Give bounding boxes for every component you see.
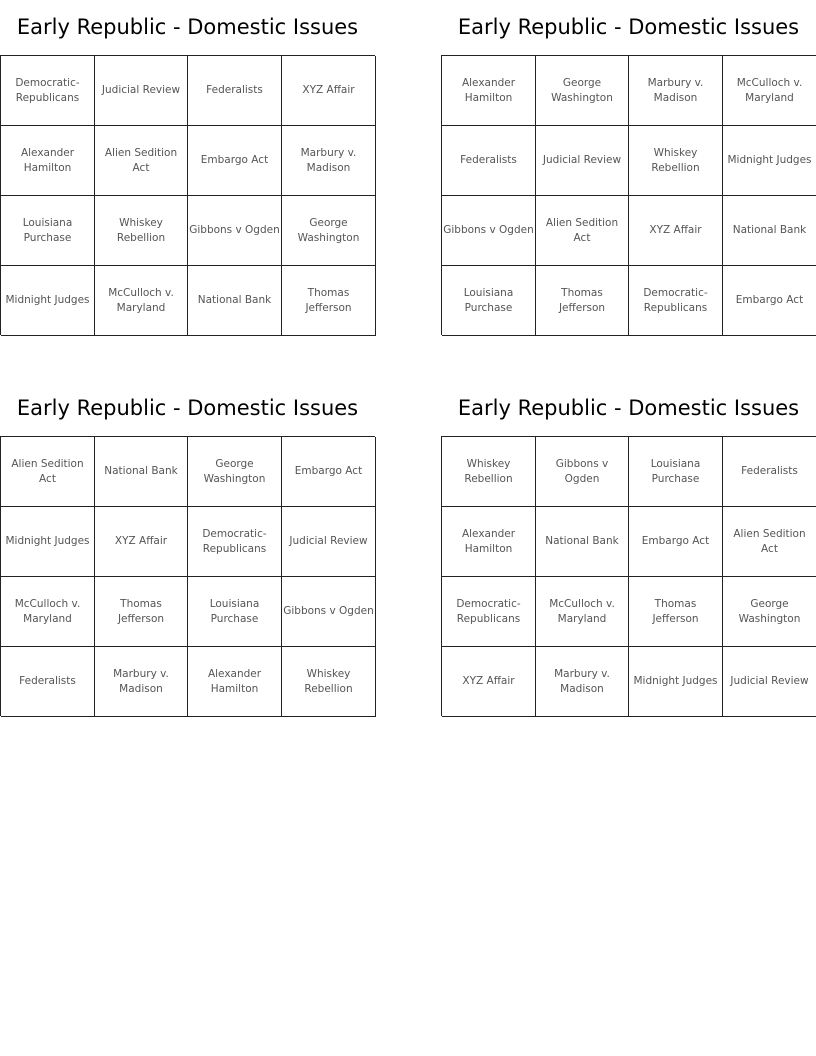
bingo-cell: Judicial Review bbox=[536, 126, 629, 196]
bingo-cell: Thomas Jefferson bbox=[282, 266, 376, 336]
bingo-cell: Louisiana Purchase bbox=[442, 266, 536, 336]
bingo-cell: Marbury v. Madison bbox=[282, 126, 376, 196]
bingo-cell: Louisiana Purchase bbox=[188, 577, 282, 647]
bingo-cell: Federalists bbox=[1, 647, 95, 717]
card-title: Early Republic - Domestic Issues bbox=[16, 15, 359, 39]
bingo-cell: Democratic- Republicans bbox=[188, 507, 282, 577]
bingo-cell: XYZ Affair bbox=[282, 56, 376, 126]
bingo-cell: Judicial Review bbox=[723, 647, 816, 717]
card-title: Early Republic - Domestic Issues bbox=[16, 396, 359, 420]
bingo-grid bbox=[0, 436, 375, 716]
bingo-card-2 bbox=[441, 0, 816, 314]
bingo-cell: Embargo Act bbox=[188, 126, 282, 196]
bingo-cell: Judicial Review bbox=[282, 507, 376, 577]
bingo-cell: XYZ Affair bbox=[95, 507, 188, 577]
bingo-cell: Marbury v. Madison bbox=[95, 647, 188, 717]
bingo-cell: Federalists bbox=[442, 126, 536, 196]
bingo-cell: Alien Sedition Act bbox=[95, 126, 188, 196]
bingo-cell: McCulloch v. Maryland bbox=[95, 266, 188, 336]
bingo-cell: Marbury v. Madison bbox=[629, 56, 723, 126]
bingo-cell: National Bank bbox=[536, 507, 629, 577]
bingo-cell: Whiskey Rebellion bbox=[282, 647, 376, 717]
bingo-cell: George Washington bbox=[536, 56, 629, 126]
bingo-cell: McCulloch v. Maryland bbox=[536, 577, 629, 647]
bingo-cell: XYZ Affair bbox=[629, 196, 723, 266]
bingo-cell: Gibbons v Ogden bbox=[536, 437, 629, 507]
bingo-cell: Federalists bbox=[188, 56, 282, 126]
bingo-cell: Gibbons v Ogden bbox=[442, 196, 536, 266]
bingo-grid bbox=[441, 436, 816, 716]
bingo-cell: Alien Sedition Act bbox=[1, 437, 95, 507]
bingo-cell: Whiskey Rebellion bbox=[95, 196, 188, 266]
bingo-cell: Alexander Hamilton bbox=[442, 56, 536, 126]
bingo-grid bbox=[0, 55, 375, 335]
bingo-cell: Embargo Act bbox=[723, 266, 816, 336]
bingo-cell: Embargo Act bbox=[282, 437, 376, 507]
bingo-cell: National Bank bbox=[188, 266, 282, 336]
bingo-cell: McCulloch v. Maryland bbox=[1, 577, 95, 647]
bingo-cell: Whiskey Rebellion bbox=[629, 126, 723, 196]
bingo-cell: Democratic- Republicans bbox=[442, 577, 536, 647]
bingo-cell: National Bank bbox=[723, 196, 816, 266]
bingo-cell: Democratic- Republicans bbox=[1, 56, 95, 126]
bingo-cell: Midnight Judges bbox=[723, 126, 816, 196]
bingo-cell: George Washington bbox=[188, 437, 282, 507]
bingo-cell: Midnight Judges bbox=[1, 266, 95, 336]
bingo-cell: Midnight Judges bbox=[629, 647, 723, 717]
bingo-cell: Whiskey Rebellion bbox=[442, 437, 536, 507]
bingo-cell: Alexander Hamilton bbox=[188, 647, 282, 717]
bingo-cell: Midnight Judges bbox=[1, 507, 95, 577]
bingo-cell: Democratic- Republicans bbox=[629, 266, 723, 336]
bingo-cell: McCulloch v. Maryland bbox=[723, 56, 816, 126]
bingo-cell: Louisiana Purchase bbox=[1, 196, 95, 266]
bingo-grid bbox=[441, 55, 816, 335]
bingo-cell: Thomas Jefferson bbox=[536, 266, 629, 336]
bingo-cell: Gibbons v Ogden bbox=[188, 196, 282, 266]
bingo-cell: Gibbons v Ogden bbox=[282, 577, 376, 647]
bingo-cell: Alexander Hamilton bbox=[1, 126, 95, 196]
bingo-cell: Thomas Jefferson bbox=[629, 577, 723, 647]
bingo-cell: Thomas Jefferson bbox=[95, 577, 188, 647]
bingo-cell: Federalists bbox=[723, 437, 816, 507]
bingo-cell: Alexander Hamilton bbox=[442, 507, 536, 577]
bingo-cell: Marbury v. Madison bbox=[536, 647, 629, 717]
bingo-cell: National Bank bbox=[95, 437, 188, 507]
bingo-card-4 bbox=[441, 381, 816, 695]
bingo-card-3 bbox=[0, 381, 375, 695]
bingo-cell: Alien Sedition Act bbox=[723, 507, 816, 577]
bingo-cell: Louisiana Purchase bbox=[629, 437, 723, 507]
bingo-cell: XYZ Affair bbox=[442, 647, 536, 717]
card-title: Early Republic - Domestic Issues bbox=[457, 15, 800, 39]
bingo-cell: George Washington bbox=[282, 196, 376, 266]
bingo-cell: Judicial Review bbox=[95, 56, 188, 126]
card-title: Early Republic - Domestic Issues bbox=[457, 396, 800, 420]
bingo-cell: Alien Sedition Act bbox=[536, 196, 629, 266]
bingo-cell: Embargo Act bbox=[629, 507, 723, 577]
bingo-cell: George Washington bbox=[723, 577, 816, 647]
bingo-card-1 bbox=[0, 0, 375, 314]
